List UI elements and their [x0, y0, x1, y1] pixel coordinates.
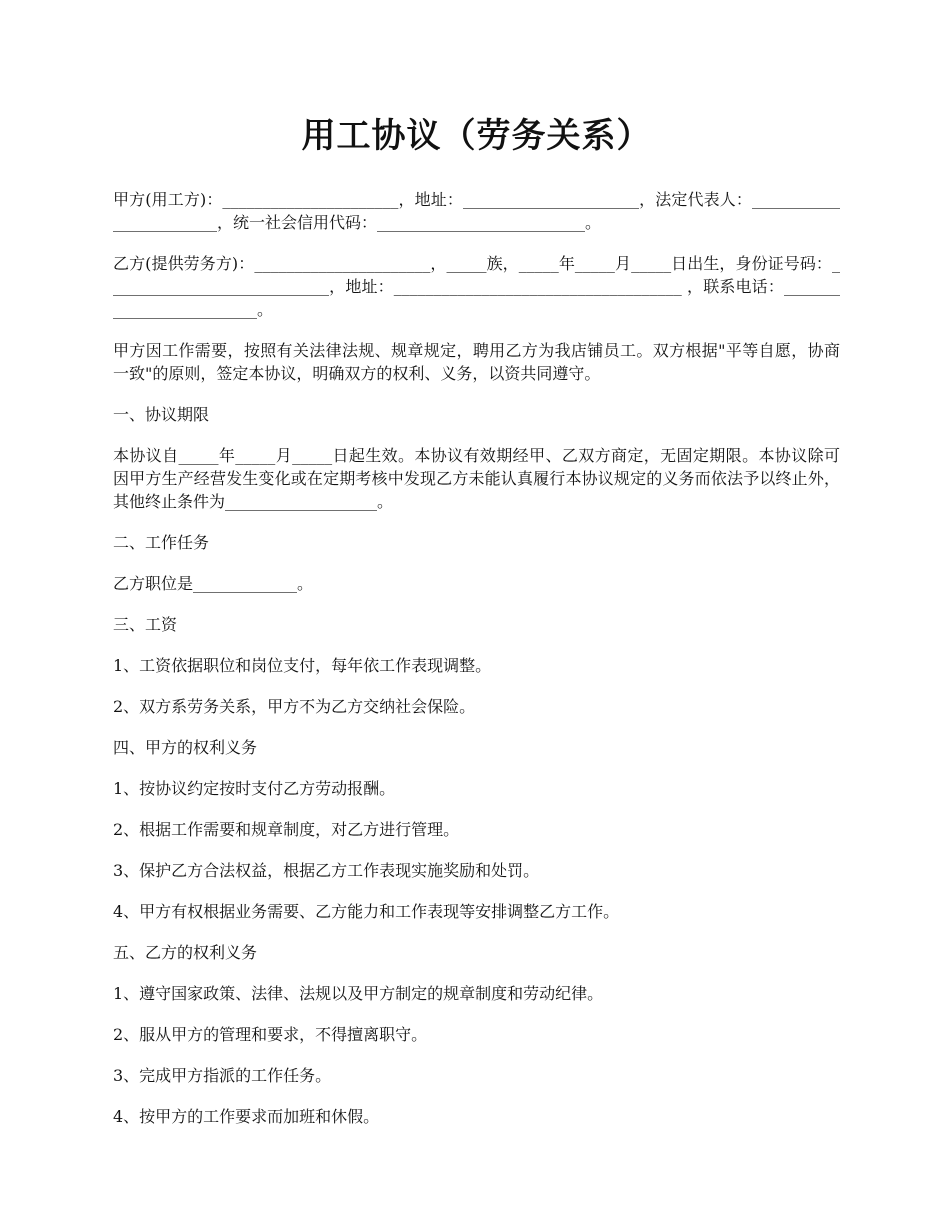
section-paragraph: 3、完成甲方指派的工作任务。: [113, 1066, 332, 1085]
section-paragraph: 3、保护乙方合法权益，根据乙方工作表现实施奖励和处罚。: [113, 861, 540, 880]
section-term: [113, 403, 840, 513]
section-heading: 三、工资: [113, 615, 178, 634]
section-heading: 一、协议期限: [113, 405, 210, 424]
section-paragraph: 4、甲方有权根据业务需要、乙方能力和工作表现等安排调整乙方工作。: [113, 902, 620, 921]
section-paragraph: 2、服从甲方的管理和要求，不得擅离职守。: [113, 1025, 428, 1044]
intro-paragraph: 甲方因工作需要，按照有关法律法规、规章规定，聘用乙方为我店铺员工。双方根据"平等自愿，协商一致"的原则，签定本协议，明确双方的权利、义务，以资共同遵守。: [113, 341, 840, 383]
section-party-b-rights: [113, 941, 840, 1128]
party-b-paragraph: 乙方(提供劳务方)：______________________，_____族，_____年_____月_____日出生，身份证号码：____________________________，地址：____________________________________ ，联系电话：_________________________。: [113, 254, 840, 319]
section-party-a-rights: [113, 736, 840, 923]
section-paragraph: 2、双方系劳务关系，甲方不为乙方交纳社会保险。: [113, 697, 476, 716]
document-title: 用工协议（劳务关系）: [301, 116, 652, 156]
section-paragraph: 1、工资依据职位和岗位支付，每年依工作表现调整。: [113, 656, 492, 675]
section-heading: 二、工作任务: [113, 533, 210, 552]
section-paragraph: 4、按甲方的工作要求而加班和休假。: [113, 1107, 380, 1126]
section-heading: 四、甲方的权利义务: [113, 738, 258, 757]
section-paragraph: 2、根据工作需要和规章制度，对乙方进行管理。: [113, 820, 460, 839]
section-paragraph: 1、遵守国家政策、法律、法规以及甲方制定的规章制度和劳动纪律。: [113, 984, 604, 1003]
section-task: [113, 531, 840, 595]
section-heading: 五、乙方的权利义务: [113, 943, 258, 962]
party-a-paragraph: 甲方(用工方)：______________________，地址：______________________，法定代表人：________________________，统一社会信用代码：__________________________。: [113, 190, 840, 232]
section-paragraph: 乙方职位是_____________。: [113, 574, 314, 593]
section-paragraph: 1、按协议约定按时支付乙方劳动报酬。: [113, 779, 396, 798]
section-wage: [113, 613, 840, 718]
section-paragraph: 本协议自_____年_____月_____日起生效。本协议有效期经甲、乙双方商定，无固定期限。本协议除可因甲方生产经营发生变化或在定期考核中发现乙方未能认真履行本协议规定的义务而依法予以终止外，其他终止条件为___________________。: [113, 446, 840, 511]
